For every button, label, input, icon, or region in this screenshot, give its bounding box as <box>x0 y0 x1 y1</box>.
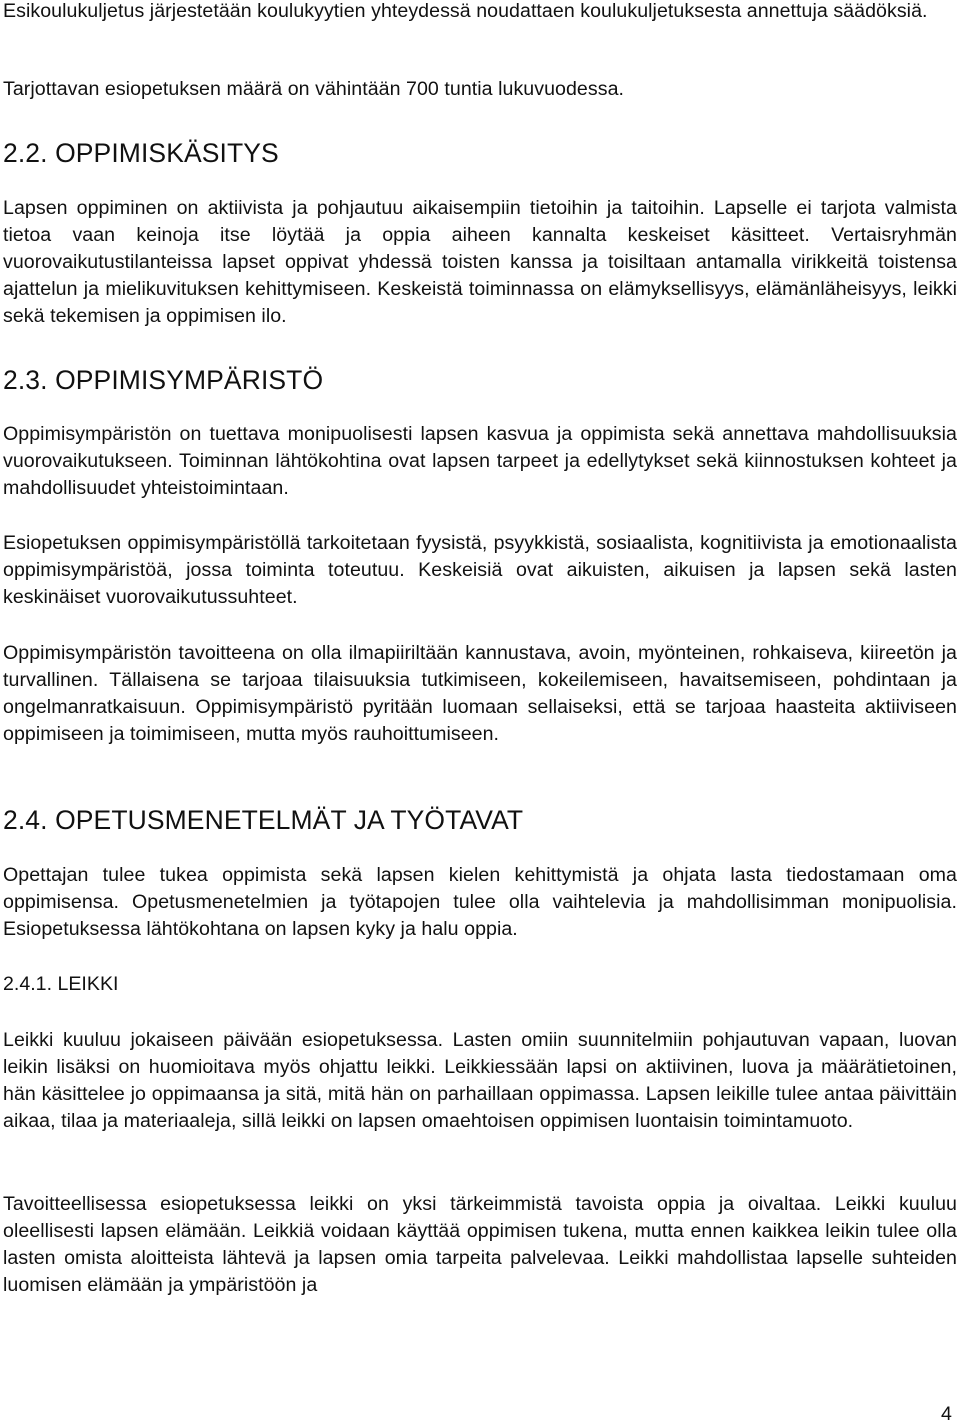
section-heading-oppimisymparisto: 2.3. OPPIMISYMPÄRISTÖ <box>3 365 324 395</box>
section-heading-opetusmenetelmat: 2.4. OPETUSMENETELMÄT JA TYÖTAVAT <box>3 805 524 835</box>
intro-paragraph-hours: Tarjottavan esiopetuksen määrä on vähintään 700 tuntia lukuvuodessa. <box>3 78 625 100</box>
paragraph-oppimiskasitys: Lapsen oppiminen on aktiivista ja pohjautuu aikaisempiin tietoihin ja taitoihin. Lapselle ei tarjota valmista tietoa vaan keinoja itse löytää ja oppia aiheen kannalta keskeiset käsitteet. Vertaisryhmän vuorovaikutustilanteissa lapset oppivat yhdessä toisten kanssa ja toisiltaan antamalla virikkeitä toistensa ajattelun ja mielikuvituksen kehittymiseen. Keskeistä toiminnassa on elämyksellisyys, elämänläheisyys, leikki sekä tekemisen ja oppimisen ilo. <box>3 197 957 327</box>
paragraph-opetusmenetelmat: Opettajan tulee tukea oppimista sekä lapsen kielen kehittymistä ja ohjata lasta tiedostamaan oma oppimisensa. Opetusmenetelmien ja työtapojen tulee olla vaihtelevia ja mahdollisimman monipuolisia. Esiopetuksessa lähtökohtana on lapsen kyky ja halu oppia. <box>3 864 957 940</box>
paragraph-leikki-2: Tavoitteellisessa esiopetuksessa leikki on yksi tärkeimmistä tavoista oppia ja oivaltaa. Leikki kuuluu oleellisesti lapsen elämään. Leikkiä voidaan käyttää oppimisen tukena, mutta ennen kaikkea leikin tulee olla lasten omista aloitteista lähtevä ja lapsen omia tarpeita palvelevaa. Leikki mahdollistaa lapselle suhteiden luomisen elämään ja ympäristöön ja <box>3 1193 957 1296</box>
subsection-heading-leikki: 2.4.1. LEIKKI <box>3 973 119 995</box>
section-heading-oppimiskasitys: 2.2. OPPIMISKÄSITYS <box>3 138 279 168</box>
paragraph-leikki-1: Leikki kuuluu jokaiseen päivään esiopetuksessa. Lasten omiin suunnitelmiin pohjautuvan vapaan, luovan leikin lisäksi on huomioitava myös ohjattu leikki. Leikkiessään lapsi on aktiivinen, luova ja määrätietoinen, hän käsittelee jo oppimaansa ja sitä, mitä hän on parhaillaan oppimassa. Lapsen leikille tulee antaa päivittäin aikaa, tilaa ja materiaaleja, sillä leikki on lapsen omaehtoisen oppimisen luontaisin toimintamuoto. <box>3 1029 957 1132</box>
paragraph-oppimisymparisto-3: Oppimisympäristön tavoitteena on olla ilmapiiriltään kannustava, avoin, myönteinen, rohkaiseva, kiireetön ja turvallinen. Tällaisena se tarjoaa tilaisuuksia tutkimiseen, kokeilemiseen, havaitsemiseen, pohdintaan ja ongelmanratkaisuun. Oppimisympäristö pyritään luomaan sellaiseksi, että se tarjoaa haasteita aktiiviseen oppimiseen ja toimimiseen, mutta myös rauhoittumiseen. <box>3 642 957 745</box>
page-number: 4 <box>941 1403 952 1425</box>
paragraph-oppimisymparisto-2: Esiopetuksen oppimisympäristöllä tarkoitetaan fyysistä, psyykkistä, sosiaalista, kognitiivista ja emotionaalista oppimisympäristöä, jossa toiminta toteutuu. Keskeisiä ovat aikuisten, aikuisen ja lapsen sekä lasten keskinäiset vuorovaikutussuhteet. <box>3 532 957 608</box>
intro-paragraph-transport: Esikoulukuljetus järjestetään koulukyytien yhteydessä noudattaen koulukuljetuksesta annettuja säädöksiä. <box>3 0 928 22</box>
paragraph-oppimisymparisto-1: Oppimisympäristön on tuettava monipuolisesti lapsen kasvua ja oppimista sekä annettava mahdollisuuksia vuorovaikutukseen. Toiminnan lähtökohtina ovat lapsen tarpeet ja edellytykset sekä kiinnostuksen kohteet ja mahdollisuudet yhteistoimintaan. <box>3 423 957 499</box>
